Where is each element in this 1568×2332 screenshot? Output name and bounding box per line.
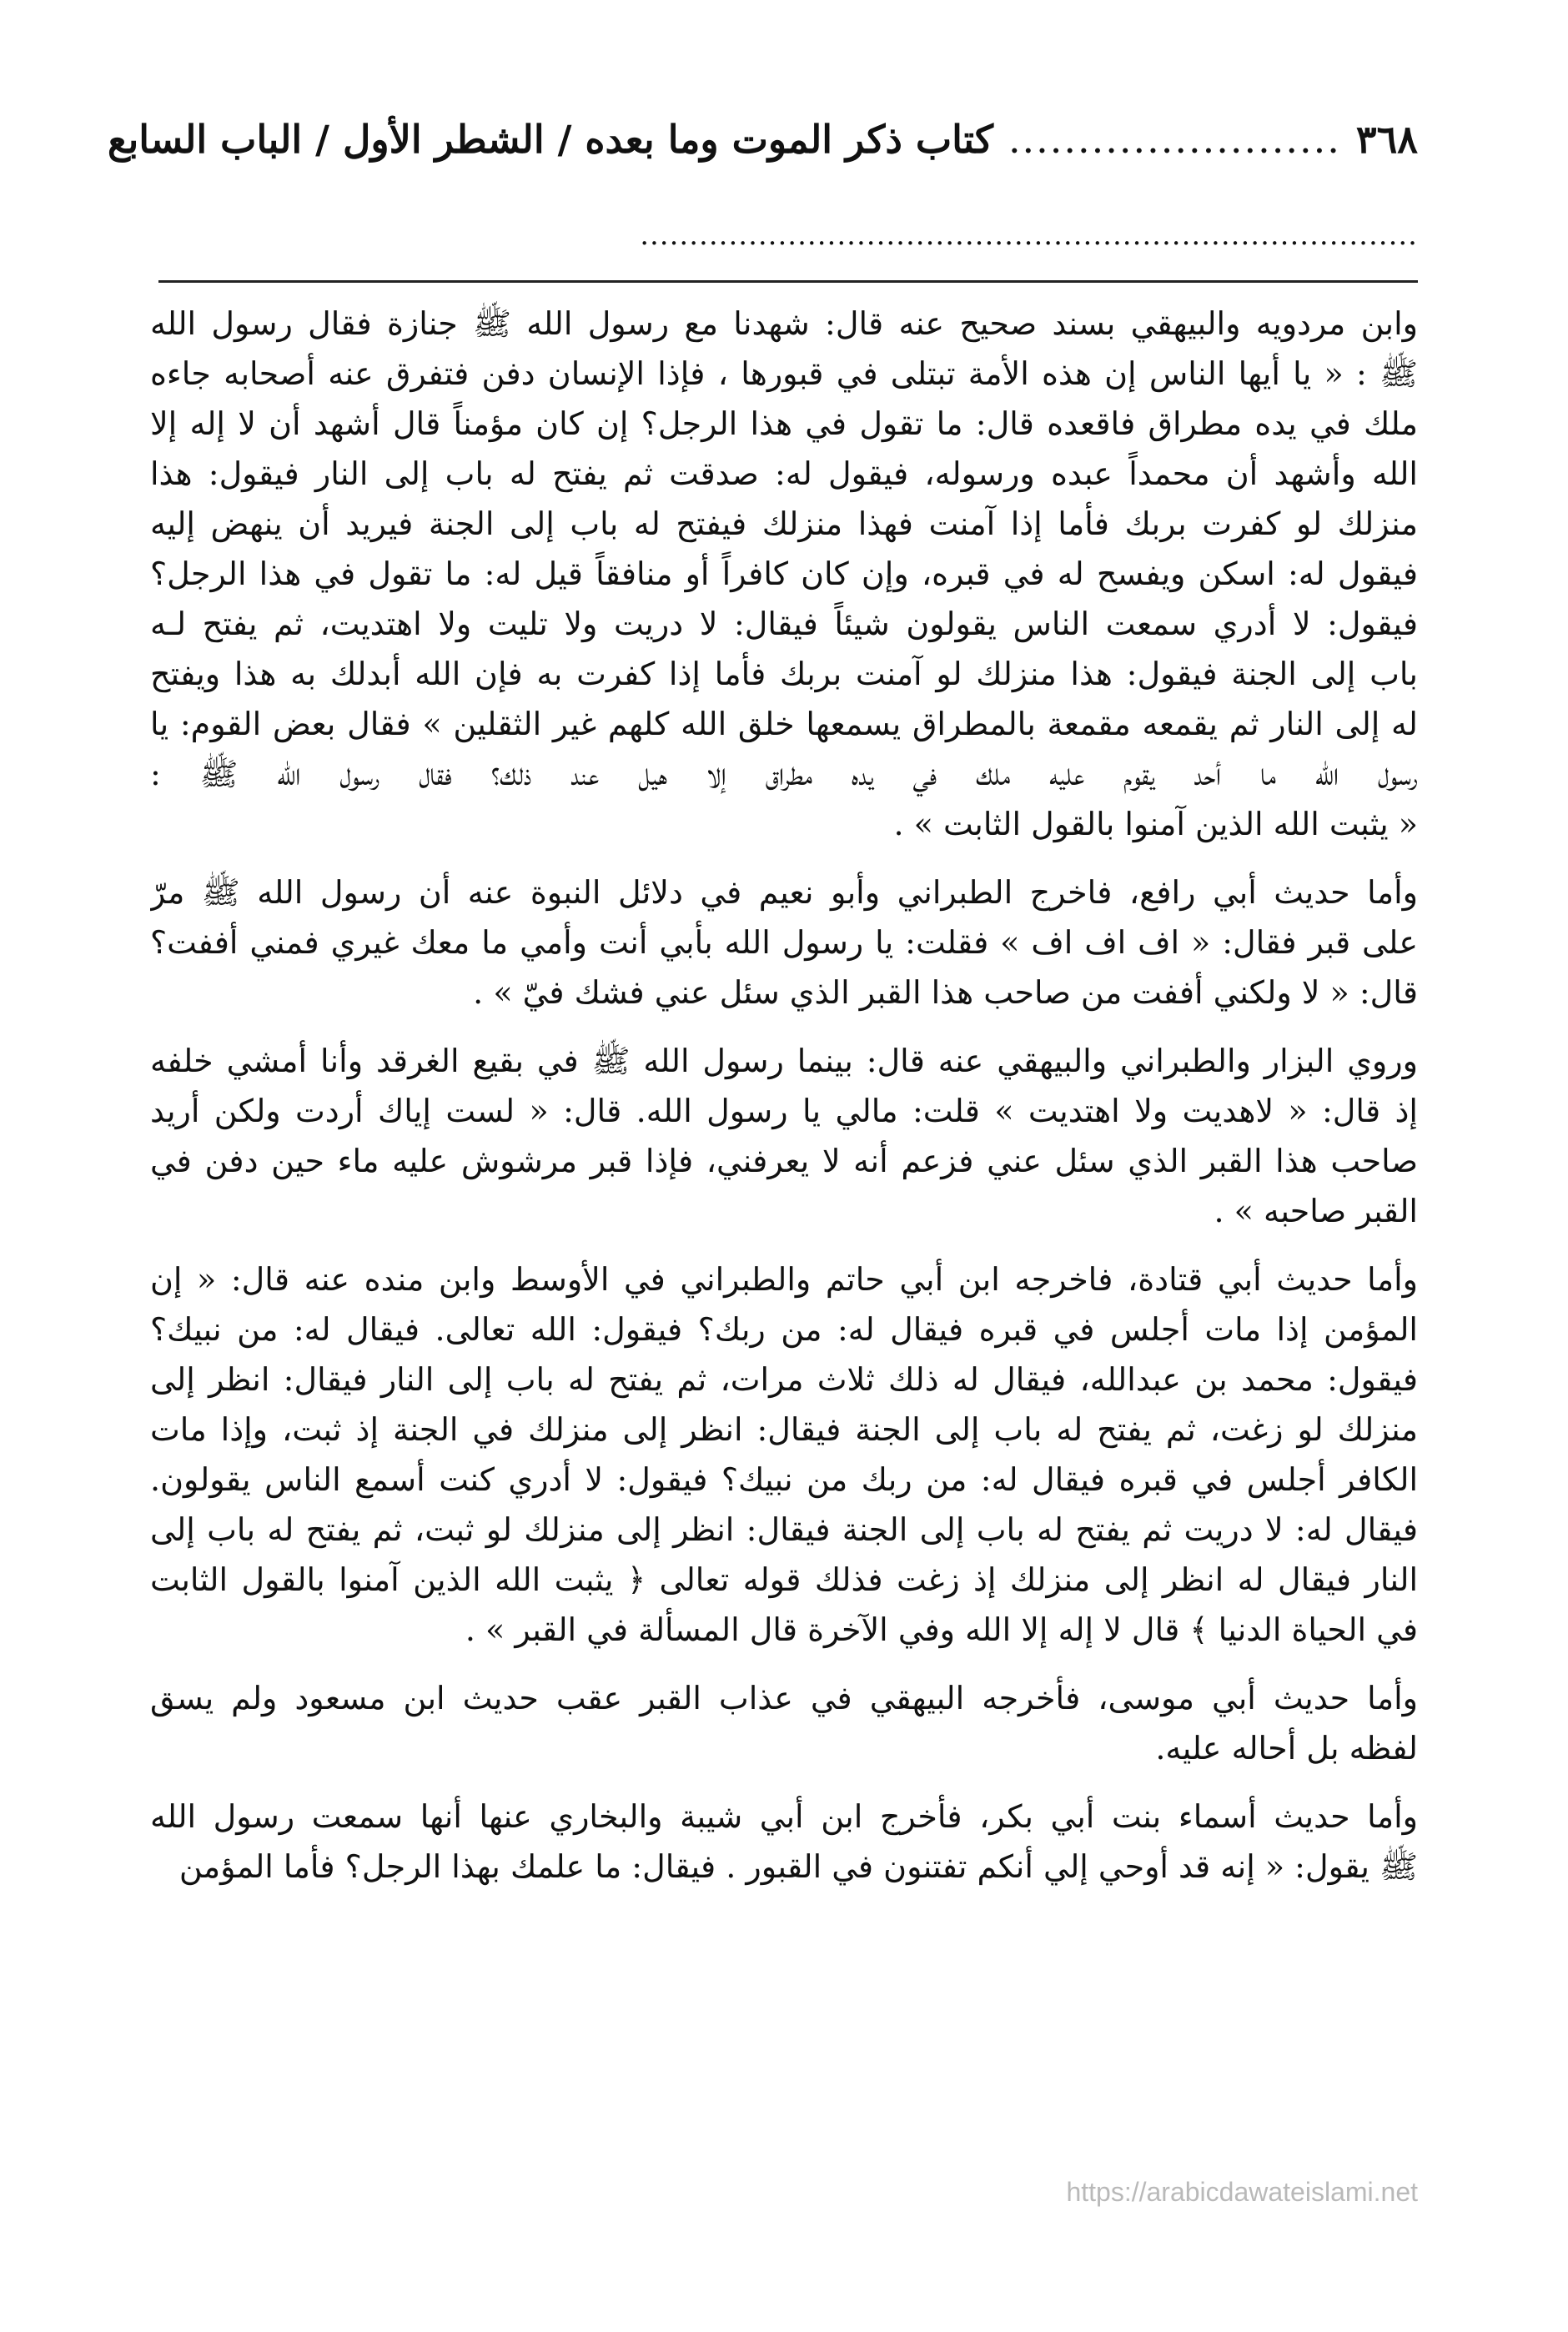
text-line: النار فيقال له انظر إلى منزلك إذ زغت فذلك قوله تعالى ﴿ يثبت الله الذين آمنوا بالقول الثابت (150, 1561, 1418, 1598)
text-line: فيقول له: اسكن ويفسح له في قبره، وإن كان كافراً أو منافقاً قيل له: ما تقول في هذا الرجل؟ (150, 555, 1418, 592)
paragraph (150, 1036, 1418, 1236)
text-line: في الحياة الدنيا ﴾ قال لا إله إلا الله وفي الآخرة قال المسألة في القبر » . (465, 1611, 1418, 1648)
text-line: على قبر فقال: « اف اف اف » فقلت: يا رسول الله بأبي أنت وأمي ما معك غيري فمني أففت؟ (150, 924, 1418, 961)
watermark-url: https://arabicdawateislami.net (1066, 2177, 1418, 2207)
text-line: باب إلى الجنة فيقول: هذا منزلك لو آمنت بربك فأما إذا كفرت به فإن الله أبدلك به هذا ويفتح (150, 656, 1418, 692)
running-header (108, 117, 1418, 175)
text-line: وأما حديث أبي موسى، فأخرجه البيهقي في عذاب القبر عقب حديث ابن مسعود ولم يسق (150, 1680, 1418, 1716)
page-number: ٣٦٨ (1355, 117, 1418, 162)
paragraph (150, 299, 1418, 849)
text-line: فيقول: محمد بن عبدالله، فيقال له ذلك ثلاث مرات، ثم يفتح له باب إلى النار فيقال: انظر إلى (150, 1361, 1418, 1398)
dotted-separator: ............................................................................... (640, 219, 1418, 252)
paragraph (150, 1673, 1418, 1773)
paragraph (150, 867, 1418, 1018)
text-line: ﷺ : « يا أيها الناس إن هذه الأمة تبتلى في قبورها ، فإذا الإنسان دفن فتفرق عنه أصحابه جاءه (150, 355, 1418, 392)
running-title: كتاب ذكر الموت وما بعده / الشطر الأول / الباب السابع (108, 117, 993, 162)
text-line: إذ قال: « لاهديت ولا اهتديت » قلت: مالي يا رسول الله. قال: « لست إياك أردت ولكن أريد (150, 1093, 1418, 1129)
text-line: فيقول: لا أدري سمعت الناس يقولون شيئاً فيقال: لا دريت ولا تليت ولا اهتديت، ثم يفتح لـه (150, 606, 1418, 642)
text-line: فيقال له: لا دريت ثم يفتح له باب إلى الجنة فيقال: انظر إلى منزلك لو ثبت، ثم يفتح له باب إلى (150, 1511, 1418, 1548)
paragraph (150, 1254, 1418, 1655)
text-line: له إلى النار ثم يقمعه مقمعة بالمطراق يسمعها خلق الله كلهم غير الثقلين » فقال بعض القوم: يا (150, 706, 1418, 742)
text-line: وأما حديث أسماء بنت أبي بكر، فأخرج ابن أبي شيبة والبخاري عنها أنها سمعت رسول الله (150, 1798, 1418, 1835)
text-line: القبر صاحبه » . (1214, 1193, 1418, 1229)
header-rule (158, 280, 1418, 283)
body-text (150, 299, 1418, 1910)
text-line: لفظه بل أحاله عليه. (1155, 1730, 1418, 1767)
text-line: الكافر أجلس في قبره فيقال له: من ربك من نبيك؟ فيقول: لا أدري كنت أسمع الناس يقولون. (150, 1461, 1418, 1498)
text-line: وأما حديث أبي رافع، فاخرج الطبراني وأبو نعيم في دلائل النبوة عنه أن رسول الله ﷺ مرّ (150, 874, 1418, 911)
paragraph (150, 1792, 1418, 1892)
text-line: المؤمن إذا مات أجلس في قبره فيقال له: من ربك؟ فيقول: الله تعالى. فيقال له: من نبيك؟ (150, 1311, 1418, 1348)
text-line: رسول الله ما أحد يقوم عليه ملك في يده مطراق إلا هيل عند ذلك؟ فقال رسول الله ﷺ : (150, 756, 1418, 792)
text-line: « يثبت الله الذين آمنوا بالقول الثابت » . (893, 806, 1418, 842)
text-line: وابن مردويه والبيهقي بسند صحيح عنه قال: شهدنا مع رسول الله ﷺ جنازة فقال رسول الله (150, 305, 1418, 342)
text-line: صاحب هذا القبر الذي سئل عني فزعم أنه لا يعرفني، فإذا قبر مرشوش عليه ماء حين دفن في (150, 1143, 1418, 1179)
text-line: الله وأشهد أن محمداً عبده ورسوله، فيقول له: صدقت ثم يفتح له باب إلى النار فيقول: هذا (150, 455, 1418, 492)
text-line: قال: « لا ولكني أففت من صاحب هذا القبر الذي سئل عني فشك فيّ » . (473, 974, 1418, 1011)
text-line: ملك في يده مطراق فاقعده قال: ما تقول في هذا الرجل؟ إن كان مؤمناً قال أشهد أن لا إله إلا (150, 405, 1418, 442)
header-leader-dots: ........................ (1008, 117, 1341, 162)
text-line: ﷺ يقول: « إنه قد أوحي إلي أنكم تفتنون في القبور . فيقال: ما علمك بهذا الرجل؟ فأما المؤمن (178, 1848, 1418, 1885)
text-line: وأما حديث أبي قتادة، فاخرجه ابن أبي حاتم والطبراني في الأوسط وابن منده عنه قال: « إن (150, 1261, 1418, 1298)
text-line: منزلك لو كفرت بربك فأما إذا آمنت فهذا منزلك فيفتح له باب إلى الجنة فيريد أن ينهض إليه (150, 505, 1418, 542)
text-line: منزلك لو زغت، ثم يفتح له باب إلى الجنة فيقال: انظر إلى منزلك في الجنة إذ ثبت، وإذا مات (150, 1411, 1418, 1448)
text-line: وروي البزار والطبراني والبيهقي عنه قال: بينما رسول الله ﷺ في بقيع الغرقد وأنا أمشي خلفه (150, 1043, 1418, 1079)
